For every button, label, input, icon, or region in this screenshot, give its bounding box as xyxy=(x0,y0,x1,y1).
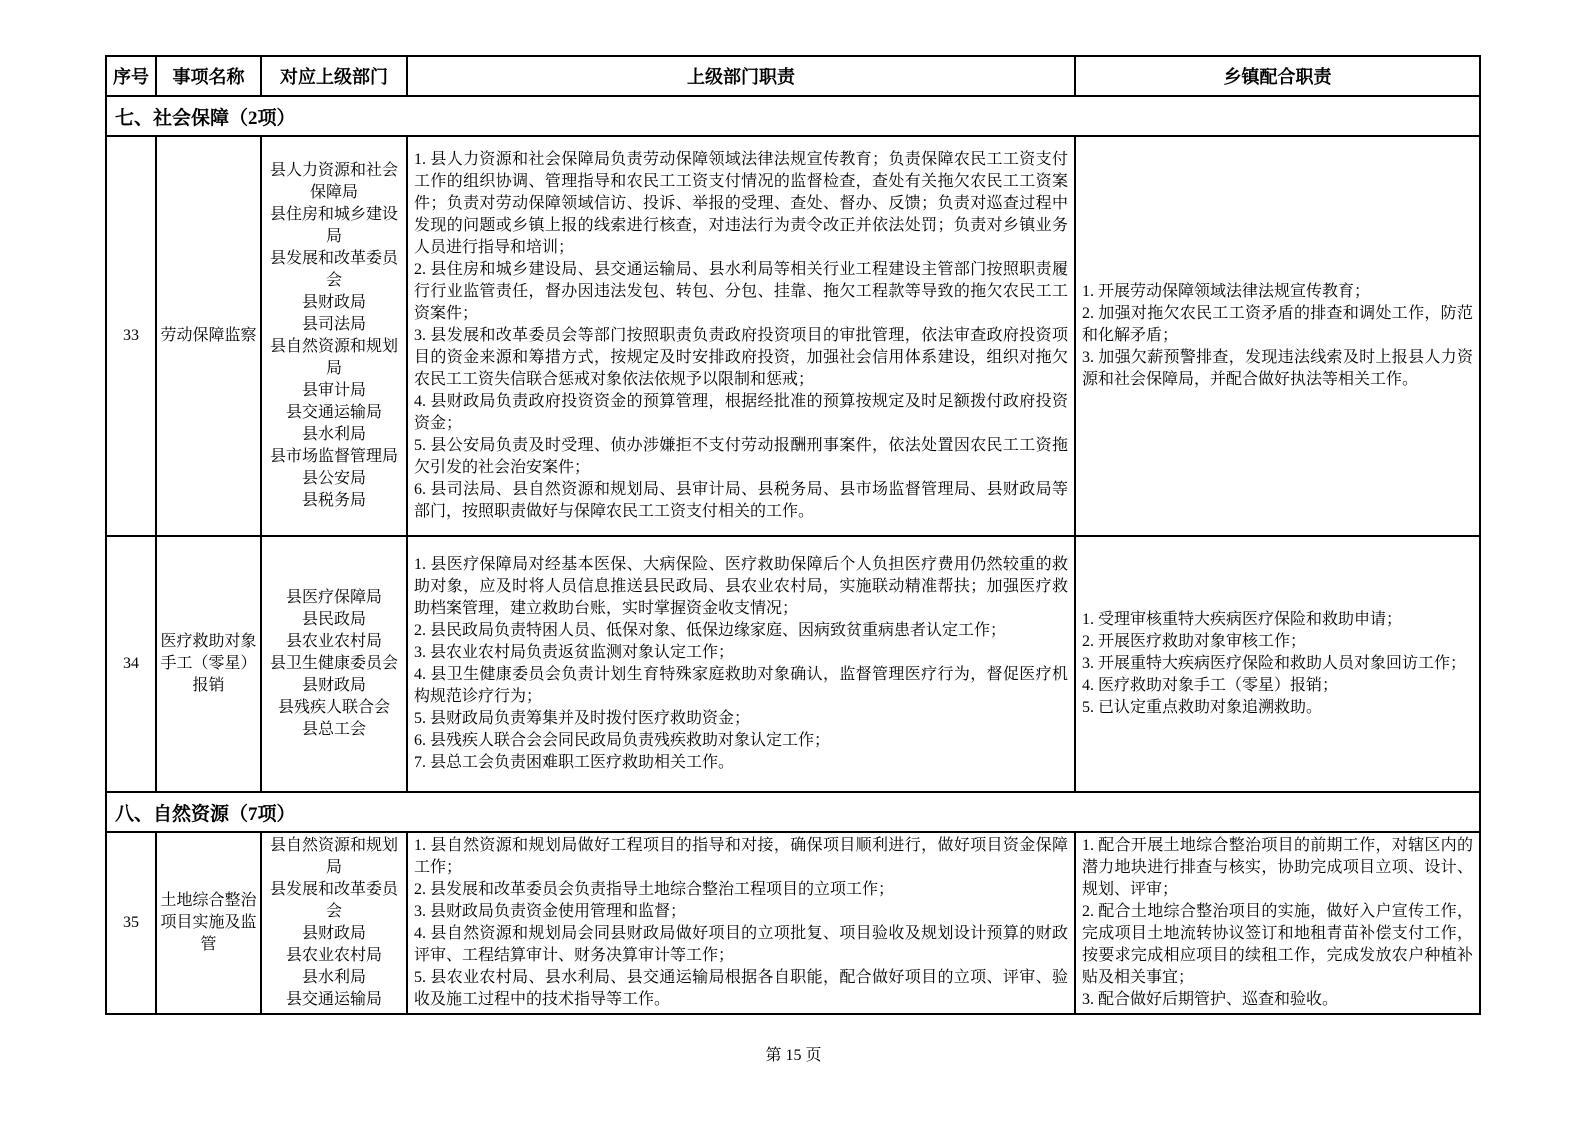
table-row xyxy=(106,136,1480,536)
duty-item: 1. 开展劳动保障领域法律法规宣传教育； xyxy=(1082,283,1371,300)
upper-duty-cell xyxy=(407,536,1075,792)
department: 县水利局 xyxy=(301,969,366,986)
duty-item: 3. 配合做好后期管护、巡查和验收。 xyxy=(1082,991,1339,1008)
responsibility-table xyxy=(105,55,1481,1015)
upper-duty-cell xyxy=(407,832,1075,1014)
duty-item: 1. 配合开展土地综合整治项目的前期工作，对辖区内的潜力地块进行排查与核实，协助完成项目立项、设计、规划、评审； xyxy=(1082,837,1473,898)
duty-item: 6. 县残疾人联合会会同民政局负责残疾救助对象认定工作； xyxy=(414,732,831,749)
department: 县残疾人联合会 xyxy=(277,699,390,716)
section-title: 七、社会保障（2项） xyxy=(106,96,1480,136)
item-name: 土地综合整治项目实施及监管 xyxy=(156,832,261,1014)
duty-item: 7. 县总工会负责困难职工医疗救助相关工作。 xyxy=(414,754,735,771)
duty-item: 1. 受理审核重特大疾病医疗保险和救助申请； xyxy=(1082,611,1403,628)
town-duty-cell xyxy=(1075,136,1480,536)
department-list xyxy=(261,136,407,536)
duty-item: 1. 县自然资源和规划局做好工程项目的指导和对接，确保项目顺利进行，做好项目资金保障工作； xyxy=(414,837,1068,876)
duty-item: 5. 县公安局负责及时受理、侦办涉嫌拒不支付劳动报酬刑事案件，依法处置因农民工工资拖欠引发的社会治安案件； xyxy=(414,437,1068,476)
item-name: 医疗救助对象手工（零星）报销 xyxy=(156,536,261,792)
duty-item: 4. 县财政局负责政府投资资金的预算管理，根据经批准的预算按规定及时足额拨付政府投资资金； xyxy=(414,393,1068,432)
department: 县人力资源和社会保障局 xyxy=(269,162,398,201)
duty-item: 2. 开展医疗救助对象审核工作； xyxy=(1082,633,1307,650)
duty-item: 3. 加强欠薪预警排查，发现违法线索及时上报县人力资源和社会保障局，并配合做好执法等相关工作。 xyxy=(1082,349,1473,388)
duty-item: 6. 县司法局、县自然资源和规划局、县审计局、县税务局、县市场监督管理局、县财政局等部门，按照职责做好与保障农民工工资支付相关的工作。 xyxy=(414,481,1068,520)
duty-item: 5. 县农业农村局、县水利局、县交通运输局根据各自职能，配合做好项目的立项、评审、验收及施工过程中的技术指导等工作。 xyxy=(414,969,1068,1008)
header-no: 序号 xyxy=(106,56,156,96)
header-item-name: 事项名称 xyxy=(156,56,261,96)
town-duty-cell xyxy=(1075,536,1480,792)
duty-item: 2. 县民政局负责特困人员、低保对象、低保边缘家庭、因病致贫重病患者认定工作； xyxy=(414,622,1007,639)
table-header-row xyxy=(106,56,1480,96)
header-town-duty: 乡镇配合职责 xyxy=(1075,56,1480,96)
duty-item: 4. 医疗救助对象手工（零星）报销； xyxy=(1082,677,1339,694)
department: 县总工会 xyxy=(301,721,366,738)
department: 县发展和改革委员会 xyxy=(269,881,398,920)
section-row-natural-resources xyxy=(106,792,1480,832)
duty-item: 2. 配合土地综合整治项目的实施，做好入户宣传工作，完成项目土地流转协议签订和地租青苗补偿支付工作，按要求完成相应项目的续租工作，完成发放农户种植补贴及相关事宜； xyxy=(1082,903,1473,986)
upper-duty-cell xyxy=(407,136,1075,536)
item-name: 劳动保障监察 xyxy=(156,136,261,536)
town-duty-cell xyxy=(1075,832,1480,1014)
duty-item: 3. 县农业农村局负责返贫监测对象认定工作； xyxy=(414,644,735,661)
duty-item: 1. 县人力资源和社会保障局负责劳动保障领域法律法规宣传教育；负责保障农民工工资支付工作的组织协调、管理指导和农民工工资支付情况的监督检查，查处有关拖欠农民工工资案件；负责对劳动保障领域信访、投诉、举报的受理、查处、督办、反馈；负责对巡查过程中发现的问题或乡镇上报的线索进行核查，对违法行为责令改正并依法处罚；负责对乡镇业务人员进行指导和培训； xyxy=(414,151,1068,256)
page-number: 第 15 页 xyxy=(765,1047,822,1064)
duty-item: 4. 县卫生健康委员会负责计划生育特殊家庭救助对象确认，监督管理医疗行为，督促医疗机构规范诊疗行为； xyxy=(414,666,1068,705)
department: 县市场监督管理局 xyxy=(269,448,398,465)
department: 县财政局 xyxy=(301,925,366,942)
department: 县自然资源和规划局 xyxy=(269,837,398,876)
duty-item: 2. 县发展和改革委员会负责指导土地综合整治工程项目的立项工作； xyxy=(414,881,895,898)
department: 县医疗保障局 xyxy=(285,589,382,606)
section-row-social-security xyxy=(106,96,1480,136)
duty-item: 3. 县财政局负责资金使用管理和监督； xyxy=(414,903,687,920)
duty-item: 3. 开展重特大疾病医疗保险和救助人员对象回访工作； xyxy=(1082,655,1467,672)
department: 县卫生健康委员会 xyxy=(269,655,398,672)
department: 县发展和改革委员会 xyxy=(269,250,398,289)
department-list xyxy=(261,536,407,792)
header-departments: 对应上级部门 xyxy=(261,56,407,96)
department: 县住房和城乡建设局 xyxy=(269,206,398,245)
department: 县交通运输局 xyxy=(285,991,382,1008)
department: 县水利局 xyxy=(301,426,366,443)
duty-item: 1. 县医疗保障局对经基本医保、大病保险、医疗救助保障后个人负担医疗费用仍然较重的救助对象，应及时将人员信息推送县民政局、县农业农村局，实施联动精准帮扶；加强医疗救助档案管理，建立救助台账，实时掌握资金收支情况； xyxy=(414,556,1068,617)
duty-item: 5. 县财政局负责筹集并及时拨付医疗救助资金； xyxy=(414,710,751,727)
department: 县财政局 xyxy=(301,294,366,311)
department-list xyxy=(261,832,407,1014)
table-row xyxy=(106,832,1480,1014)
duty-item: 2. 县住房和城乡建设局、县交通运输局、县水利局等相关行业工程建设主管部门按照职责履行行业监管责任，督办因违法发包、转包、分包、挂靠、拖欠工程款等导致的拖欠农民工工资案件； xyxy=(414,261,1068,322)
duty-item: 3. 县发展和改革委员会等部门按照职责负责政府投资项目的审批管理，依法审查政府投资项目的资金来源和筹措方式，按规定及时安排政府投资，加强社会信用体系建设，组织对拖欠农民工工资失信联合惩戒对象依法依规予以限制和惩戒； xyxy=(414,327,1068,388)
department: 县农业农村局 xyxy=(285,633,382,650)
row-number: 35 xyxy=(106,832,156,1014)
row-number: 33 xyxy=(106,136,156,536)
duty-item: 4. 县自然资源和规划局会同县财政局做好项目的立项批复、项目验收及规划设计预算的财政评审、工程结算审计、财务决算审计等工作； xyxy=(414,925,1068,964)
department: 县自然资源和规划局 xyxy=(269,338,398,377)
department: 县农业农村局 xyxy=(285,947,382,964)
duty-item: 2. 加强对拖欠农民工工资矛盾的排查和调处工作，防范和化解矛盾； xyxy=(1082,305,1473,344)
department: 县公安局 xyxy=(301,470,366,487)
department: 县审计局 xyxy=(301,382,366,399)
department: 县税务局 xyxy=(301,492,366,509)
department: 县民政局 xyxy=(301,611,366,628)
row-number: 34 xyxy=(106,536,156,792)
department: 县司法局 xyxy=(301,316,366,333)
header-upper-duty: 上级部门职责 xyxy=(407,56,1075,96)
department: 县财政局 xyxy=(301,677,366,694)
duty-item: 5. 已认定重点救助对象追溯救助。 xyxy=(1082,699,1323,716)
section-title: 八、自然资源（7项） xyxy=(106,792,1480,832)
table-row xyxy=(106,536,1480,792)
department: 县交通运输局 xyxy=(285,404,382,421)
